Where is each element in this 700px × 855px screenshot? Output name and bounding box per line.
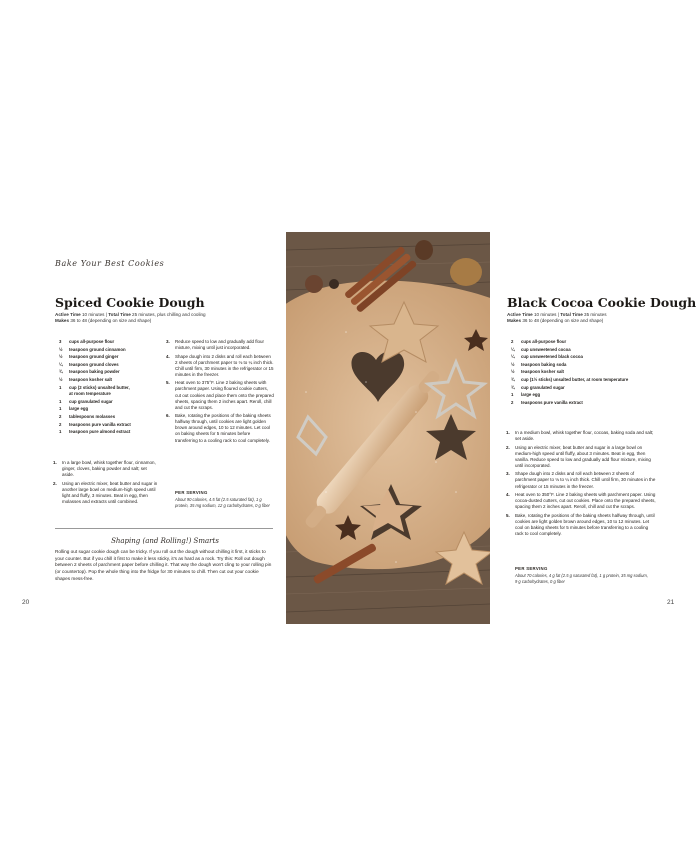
ingredient-item: [511, 353, 661, 361]
step-text: Using an electric mixer, beat butter and sugar in a large bowl on medium-high speed until fluffy, about 3 minutes. Beat in egg, then vanilla. Reduce speed to low and gradually add flour mixture, mixing until incorporated.: [515, 444, 651, 468]
step-text: Heat oven to 350°F. Line 2 baking sheets with parchment paper. Using cocoa-dusted cutters, cut out cookies. Place onto the prepared sheets, spacing them 2 inches apart. Reroll, chill and cut the scraps.: [515, 492, 656, 510]
ingredient-text: teaspoon ground cinnamon: [69, 346, 126, 352]
ingredient-text: large egg: [521, 392, 541, 398]
step-item: [166, 339, 274, 351]
step-item: [53, 481, 158, 505]
step-text: Shape dough into 2 disks and roll each between 2 sheets of parchment paper to ⅛ to ¼ inch thick. Chill until firm, 30 minutes in the refrigerator or 15 minutes in the freezer.: [175, 353, 274, 377]
cocoa-steps: [506, 430, 656, 539]
ingredient-item: [59, 368, 164, 376]
ingredient-text: teaspoon baking powder: [69, 369, 120, 375]
ingredient-qty: 2: [511, 339, 514, 344]
ingredient-qty: 1: [511, 392, 514, 398]
ingredient-qty: ½: [59, 376, 63, 382]
spiced-time-line: Active Time 10 minutes | Total Time 25 minutes, plus chilling and cooling: [55, 312, 206, 317]
ingredient-qty: 3: [59, 339, 62, 344]
ingredient-item: [59, 353, 164, 361]
spiced-makes-line: [55, 318, 285, 324]
active-time-value: 10 minutes: [81, 312, 105, 317]
spiced-ingredient-list: [59, 338, 164, 436]
ingredient-item: [59, 413, 164, 421]
active-time-value: 10 minutes: [533, 312, 557, 317]
step-text: Shape dough into 2 disks and roll each between 2 sheets of parchment paper to ⅛ to ¼ inch thick. Chill until firm, 30 minutes in the refrigerator or 15 minutes in the freezer.: [515, 471, 656, 489]
step-item: [506, 513, 656, 537]
ingredient-qty: 2: [511, 399, 514, 405]
ingredient-text: teaspoon ground ginger: [69, 354, 119, 360]
ingredient-qty: 1: [59, 429, 62, 435]
ingredient-text: teaspoon pure almond extract: [69, 429, 131, 435]
makes-value: 36 to 48 (depending on size and shape): [522, 318, 604, 324]
ingredient-text: large egg: [69, 406, 89, 412]
sidebar-text: Rolling out sugar cookie dough can be tricky. If you roll out the dough without chilling it first, it sticks to your counter. But if you chill it first to make it less sticky, it's as hard as a rock. Try this: Roll out dough between 2 sheets of parchment paper before chilling it. That way the dough won't cling to your rolling pin (or countertop). Pop the whole thing into the fridge for 30 minutes to chill. Then cut out your cookie shapes mess-free.: [55, 549, 272, 581]
ingredient-item: [59, 361, 164, 369]
step-number: 4.: [166, 353, 170, 359]
ingredient-qty: ¼: [511, 346, 515, 352]
total-time-label: Total Time: [560, 312, 583, 317]
ingredient-text: teaspoon kosher salt: [69, 376, 112, 382]
step-number: 1.: [506, 430, 510, 435]
ingredient-item: [59, 405, 164, 413]
ingredient-item: [59, 376, 164, 384]
sidebar-heading: Shaping (and Rolling!) Smarts: [111, 537, 219, 545]
cocoa-time-line: Active Time 10 minutes | Total Time 35 minutes: [507, 312, 607, 317]
step-item: [506, 492, 656, 510]
ingredient-text: teaspoon ground cloves: [69, 361, 119, 367]
cookie-photo-illustration: [286, 232, 490, 624]
active-time-label: Active Time: [55, 312, 81, 317]
spiced-per-serving-text: About 90 calories, 4.5 fat (2.5 saturated fat), 1 g protein, 35 mg sodium, 12 g carbohydrates, 0 g fiber: [175, 497, 270, 508]
step-text: Heat oven to 375°F. Line 2 baking sheets with parchment paper. Using floured cookie cutters, cut out cookies and place them onto the prepared sheets, spacing them 2 inches apart. Reroll, chill and cut the scraps.: [175, 380, 274, 410]
ingredient-text: teaspoons pure vanilla extract: [521, 399, 583, 405]
makes-label: Makes: [507, 318, 522, 324]
step-number: 3.: [166, 339, 170, 344]
ingredient-text: cup (1½ sticks) unsalted butter, at room temperature: [521, 376, 629, 382]
step-item: [166, 354, 274, 378]
ingredient-qty: 2: [59, 413, 62, 419]
cocoa-per-serving-text: About 70 calories, 4 g fat (2.5 g saturated fat), 1 g protein, 35 mg sodium, 9 g carbohydrates, 0 g fiber: [515, 573, 648, 584]
ingredient-text: cup unsweetened black cocoa: [521, 354, 583, 360]
active-time-label: Active Time: [507, 312, 533, 317]
ingredient-text: tablespoons molasses: [69, 413, 116, 419]
spiced-steps-col2: [166, 339, 274, 446]
ingredient-qty: ½: [511, 369, 515, 375]
ingredient-qty: ¾: [511, 376, 515, 382]
step-item: [166, 413, 274, 443]
step-number: 4.: [506, 492, 510, 498]
ingredient-qty: ½: [511, 361, 515, 367]
total-time-label: Total Time: [108, 312, 131, 317]
ingredient-text: cup granulated sugar: [69, 398, 113, 404]
spiced-steps-col1: [53, 460, 158, 507]
step-number: 6.: [166, 413, 170, 419]
ingredient-qty: 1: [59, 406, 62, 412]
step-item: [506, 430, 656, 442]
step-item: [506, 471, 656, 489]
step-text: Reduce speed to low and gradually add flour mixture, mixing until just incorporated.: [175, 339, 265, 351]
step-text: In a medium bowl, whisk together flour, cocoas, baking soda and salt; set aside.: [515, 430, 654, 442]
page-number-right: 21: [667, 599, 675, 606]
ingredient-text: cup (2 sticks) unsalted butter,: [69, 384, 130, 390]
step-number: 2.: [53, 480, 57, 486]
step-text: Bake, rotating the positions of the baking sheets halfway through, until cookies are light golden brown around edges, 10 to 12 minutes. Let cool on baking sheets for 5 minutes before transferring to a cooling rack to cool completely.: [515, 512, 655, 536]
ingredient-item: [59, 346, 164, 354]
ingredient-qty: 1: [59, 384, 62, 390]
step-text: Using an electric mixer, beat butter and sugar in another large bowl on medium-high speed until light and fluffy, 3 minutes. Beat in egg, then molasses and extracts until combined.: [62, 480, 158, 504]
cocoa-recipe-title: Black Cocoa Cookie Dough: [507, 295, 697, 310]
ingredient-item: [511, 338, 661, 346]
page-number-left: 20: [22, 599, 30, 606]
step-number: 2.: [506, 444, 510, 450]
ingredient-item: [511, 399, 661, 407]
ingredient-item: [59, 428, 164, 436]
cocoa-ingredient-list: [511, 338, 661, 406]
ingredient-item: [511, 368, 661, 376]
ingredient-item: [511, 384, 661, 392]
ingredient-item: [511, 346, 661, 354]
spiced-per-serving-heading: PER SERVING: [175, 490, 208, 495]
step-number: 1.: [53, 460, 57, 465]
step-item: [506, 445, 656, 469]
ingredient-item: [59, 421, 164, 429]
spiced-recipe-title: Spiced Cookie Dough: [55, 295, 205, 310]
step-text: Bake, rotating the positions of the baking sheets halfway through, until cookies are light golden brown around edges, 10 to 12 minutes. Let cool on baking sheets for 5 minutes before transferring to a cooling rack to cool completely.: [175, 413, 271, 443]
ingredient-text: cup unsweetened cocoa: [521, 346, 571, 352]
ingredient-text: cups all-purpose flour: [69, 339, 115, 344]
ingredient-item: [59, 384, 164, 398]
step-number: 5.: [506, 512, 510, 518]
ingredient-qty: ¼: [511, 354, 515, 360]
ingredient-qty: 2: [59, 421, 62, 427]
step-item: [53, 460, 158, 478]
ingredient-text: teaspoon baking soda: [521, 361, 567, 367]
ingredient-item: [59, 338, 164, 346]
makes-value: 36 to 48 (depending on size and shape): [70, 318, 152, 324]
ingredient-item: [511, 391, 661, 399]
ingredient-qty: ¼: [59, 361, 63, 367]
step-text: In a large bowl, whisk together flour, cinnamon, ginger, cloves, baking powder and salt; set aside.: [62, 460, 156, 478]
ingredient-text: teaspoon kosher salt: [521, 369, 564, 375]
cocoa-makes-line: [507, 318, 677, 324]
total-time-value: 35 minutes: [584, 312, 607, 317]
ingredient-text-continued: at room temperature: [69, 391, 111, 397]
spiced-meta: [55, 312, 285, 325]
ingredient-qty: 1: [59, 398, 62, 404]
ingredient-qty: ½: [59, 354, 63, 360]
ingredient-qty: ¾: [59, 369, 63, 375]
section-divider: [55, 528, 273, 529]
cocoa-meta: [507, 312, 677, 325]
step-item: [166, 380, 274, 410]
ingredient-item: [59, 398, 164, 406]
total-time-value: 25 minutes, plus chilling and cooling: [132, 312, 206, 317]
ingredient-qty: ¾: [511, 384, 515, 390]
ingredient-text: cup granulated sugar: [521, 384, 565, 390]
cocoa-per-serving-heading: PER SERVING: [515, 566, 548, 571]
step-number: 5.: [166, 380, 170, 386]
ingredient-text: teaspoons pure vanilla extract: [69, 421, 131, 427]
makes-label: Makes: [55, 318, 70, 324]
ingredient-qty: ½: [59, 346, 63, 352]
ingredient-text: cups all-purpose flour: [521, 339, 567, 344]
ingredient-item: [511, 361, 661, 369]
cookie-dough-photo: [286, 232, 490, 624]
book-header: Bake Your Best Cookies: [55, 259, 165, 268]
ingredient-item: [511, 376, 661, 384]
step-number: 3.: [506, 471, 510, 477]
